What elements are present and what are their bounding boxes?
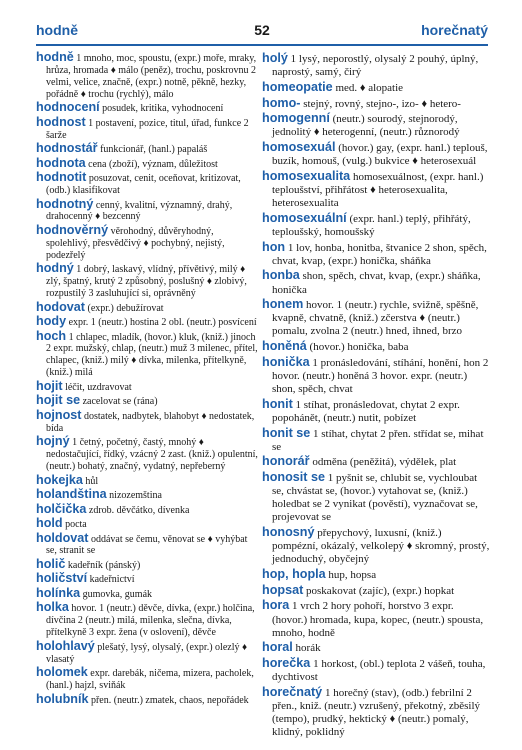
dictionary-entry [36, 556, 258, 572]
entry-definition: 1 dobrý, laskavý, vlídný, přívětivý, milý ♦ zlý, špatný, krutý 2 způsobný, poslušný ♦ zlobivý, rozpustilý 3 zasluhující si, oprávněný [46, 264, 247, 300]
entry-headword: hodnotný [36, 196, 94, 211]
dictionary-entry [36, 530, 258, 558]
entry-definition: zdrob. děvčátko, dívenka [88, 504, 190, 516]
entry-headword: honosný [262, 525, 315, 540]
entry-headword: homo- [262, 95, 301, 110]
entry-headword: hodnocení [36, 100, 100, 115]
entry-definition: přen. (neutr.) zmatek, chaos, nepořádek [90, 694, 249, 706]
dictionary-entry [262, 112, 490, 139]
entry-headword: homosexuál [262, 140, 336, 155]
page-number: 52 [254, 22, 270, 38]
entry-headword: hojit [36, 378, 63, 393]
entry-headword: horečnatý [262, 684, 323, 699]
dictionary-entry [262, 212, 490, 239]
entry-headword: homosexualita [262, 168, 351, 183]
entry-headword: horečka [262, 656, 311, 671]
page-header [36, 22, 488, 42]
entry-headword: holínka [36, 585, 81, 600]
entry-headword: honit [262, 396, 293, 411]
entry-headword: hoch [36, 328, 67, 343]
entry-headword: holandština [36, 487, 107, 501]
dictionary-entry [36, 196, 258, 224]
entry-definition: stejný, rovný, stejno-, izo- ♦ hetero- [303, 97, 461, 110]
dictionary-entry [36, 395, 258, 408]
entry-headword: hokejka [36, 472, 83, 487]
entry-definition: 1 vrch 2 hory pohoří, horstvo 3 expr. (hovor.) hromada, kupa, kopec, (neutr.) spousta, mnoho, hodně [272, 600, 484, 639]
dictionary-entry [36, 155, 258, 171]
entry-headword: holčička [36, 501, 87, 516]
entry-headword: hojnost [36, 407, 82, 422]
dictionary-entry [262, 241, 490, 268]
dictionary-entry [262, 641, 490, 655]
entry-definition: posudek, kritika, vyhodnocení [102, 103, 224, 115]
dictionary-entry [36, 263, 258, 300]
dictionary-entry [262, 52, 490, 79]
dictionary-entry [262, 356, 490, 396]
entry-definition: expr. darebák, ničema, mizera, pacholek, (hanl.) hajzl, sviňák [46, 668, 254, 692]
entry-headword: honička [262, 354, 310, 369]
entry-definition: 1 pronásledování, stíhání, honění, hon 2 hovor. (neutr.) honěná 3 hovor. expr. (neutr.) shon, spěch, chvat [272, 356, 489, 396]
entry-definition: cenný, kvalitní, významný, drahý, drahocenný ♦ bezcenný [46, 199, 233, 223]
entry-headword: holomek [36, 665, 88, 680]
entry-definition: zacelovat se (rána) [82, 396, 158, 408]
entry-headword: hodně [36, 50, 74, 64]
entry-definition: cena (zboží), význam, důležitost [88, 158, 218, 170]
dictionary-entry [36, 518, 258, 531]
entry-definition: posuzovat, cenit, oceňovat, kritizovat, (odb.) klasifikovat [46, 173, 241, 197]
entry-definition: 1 stíhat, chytat 2 přen. střídat se, mihat se [272, 427, 484, 453]
dictionary-entry [36, 222, 258, 262]
dictionary-entry [262, 298, 490, 338]
entry-headword: holý [262, 51, 288, 65]
header-first-word: hodně [36, 22, 78, 38]
dictionary-entry [36, 573, 258, 586]
entry-headword: holka [36, 600, 69, 615]
entry-headword: hody [36, 314, 67, 329]
entry-headword: hodnotit [36, 170, 87, 185]
entry-headword: honem [262, 297, 304, 312]
entry-definition: 1 mnoho, moc, spoustu, (expr.) moře, mraky, hrůza, hromada ♦ málo (peněz), trochu, poskrovnu 2 velmi, velice, značně, (expr.) notně, pěkně, hezky, pořádně ♦ trochu (rychlý), málo [46, 53, 257, 100]
entry-headword: hora [262, 598, 290, 613]
dictionary-entry [262, 455, 490, 469]
entry-headword: hodnověrný [36, 222, 109, 237]
dictionary-entry [262, 141, 490, 168]
entry-definition: 1 lysý, neporostlý, olysalý 2 pouhý, úplný, naprostý, samý, čirý [272, 53, 479, 79]
entry-definition: homosexuálnost, (expr. hanl.) teploušství, přihřátost ♦ heterosexualita, heterosexualita [272, 170, 484, 210]
dictionary-entry [262, 427, 490, 454]
entry-headword: hon [262, 239, 286, 254]
entry-definition: 1 horečný (stav), (odb.) febrilní 2 přen., kniž. (neutr.) vzrušený, překotný, zběsilý (tempo), prudký, hektický ♦ (neutr.) pomalý, klidný, poklidný [272, 686, 481, 739]
dictionary-entry [36, 143, 258, 156]
dictionary-entry [36, 102, 258, 115]
entry-headword: holič [36, 556, 66, 571]
dictionary-entry [36, 328, 258, 380]
dictionary-entry [262, 269, 490, 296]
entry-headword: homogenní [262, 111, 330, 126]
header-last-word: horečnatý [421, 22, 488, 38]
entry-headword: holohlavý [36, 638, 95, 653]
entry-headword: hop, hopla [262, 567, 326, 582]
entry-definition: hůl [85, 475, 99, 487]
dictionary-entry [36, 667, 258, 692]
entry-definition: gumovka, gumák [82, 588, 153, 600]
entry-definition: poskakovat (zajíc), (expr.) hopkat [306, 584, 455, 597]
entry-definition: hovor. 1 (neutr.) děvče, dívka, (expr.) holčina, dívčina 2 (neutr.) milá, milenka, slečna, dívka, přítelkyně 3 expr. žena (v oslovení), děvče [46, 603, 255, 639]
dictionary-entry [36, 638, 258, 666]
dictionary-entry [262, 599, 490, 639]
entry-headword: hodnostář [36, 141, 98, 156]
dictionary-entry [36, 114, 258, 142]
dictionary-entry [262, 584, 490, 598]
entry-definition: 1 lov, honba, honitba, štvanice 2 shon, spěch, chvat, kvap, (expr.) honička, sháňka [272, 241, 487, 267]
entry-headword: horal [262, 640, 293, 655]
header-rule [36, 44, 488, 46]
entry-definition: shon, spěch, chvat, kvap, (expr.) sháňka, honička [272, 270, 481, 296]
entry-headword: holičství [36, 571, 88, 586]
dictionary-entry [36, 489, 258, 502]
entry-headword: holdovat [36, 530, 89, 545]
entry-definition: funkcionář, (hanl.) papaláš [100, 144, 208, 156]
dictionary-entry [36, 436, 258, 473]
entry-definition: (expr. hanl.) teplý, přihřátý, teploušský, homoušský [272, 212, 471, 238]
dictionary-entry [262, 568, 490, 582]
entry-headword: homeopatie [262, 79, 333, 94]
entry-headword: homosexuální [262, 210, 347, 225]
dictionary-entry [262, 657, 490, 684]
dictionary-entry [36, 691, 258, 707]
left-column [36, 52, 258, 708]
entry-definition: (hovor.) gay, (expr. hanl.) teplouš, buzík, homouš, (vulg.) bukvice ♦ heterosexuál [272, 142, 488, 168]
entry-definition: 1 chlapec, mladík, (hovor.) kluk, (kniž.) jinoch 2 expr. mužský, chlap, (neutr.) muž 3 milenec, přítel, chlapec, (kniž.) milý ♦ dívka, milenka, přítelkyně, (kniž.) milá [46, 331, 258, 379]
entry-headword: honěná [262, 339, 307, 354]
entry-headword: holubník [36, 691, 89, 706]
dictionary-entry [262, 686, 490, 739]
dictionary-entry [262, 526, 490, 566]
entry-definition: (hovor.) honička, baba [309, 341, 409, 354]
entry-definition: kadeřnictví [89, 574, 135, 586]
dictionary-entry [36, 472, 258, 488]
entry-definition: horák [295, 642, 321, 655]
entry-definition: odměna (peněžitá), výdělek, plat [312, 456, 457, 469]
entry-headword: hodnost [36, 114, 86, 129]
dictionary-entry [262, 471, 490, 524]
entry-headword: honba [262, 268, 300, 283]
dictionary-entry [36, 407, 258, 435]
dictionary-entry [262, 81, 490, 95]
entry-headword: honosit se [262, 470, 325, 485]
entry-definition: pocta [65, 519, 87, 530]
entry-headword: honorář [262, 454, 310, 469]
dictionary-entry [36, 52, 258, 101]
entry-definition: (neutr.) sourodý, stejnorodý, jednolitý ♦ heterogenní, (neutr.) různorodý [272, 113, 460, 139]
dictionary-entry [36, 172, 258, 197]
dictionary-entry [262, 340, 490, 354]
entry-definition: léčit, uzdravovat [65, 381, 132, 393]
entry-definition: hup, hopsa [328, 569, 377, 582]
dictionary-entry [262, 170, 490, 210]
entry-definition: 1 horkost, (obl.) teplota 2 vášeň, touha, dychtivost [272, 658, 486, 684]
entry-definition: 1 postavení, pozice, titul, úřad, funkce 2 šarže [46, 117, 249, 141]
entry-headword: honit se [262, 425, 311, 440]
entry-definition: nizozemština [109, 490, 162, 501]
dictionary-entry [262, 97, 490, 111]
entry-headword: hodovat [36, 299, 85, 314]
entry-definition: dostatek, nadbytek, blahobyt ♦ nedostatek, bída [46, 410, 255, 434]
dictionary-entry [36, 501, 258, 517]
entry-definition: 1 stíhat, pronásledovat, chytat 2 expr. popohánět, (neutr.) nutit, pobízet [272, 398, 460, 424]
entry-headword: hojit se [36, 393, 81, 408]
entry-headword: hodný [36, 261, 74, 276]
dictionary-entry [36, 378, 258, 394]
dictionary-entry [36, 299, 258, 315]
entry-definition: přepychový, luxusní, (kniž.) pompézní, okázalý, velkolepý ♦ skromný, prostý, jednoduchý, obyčejný [272, 527, 490, 566]
dictionary-entry [36, 585, 258, 601]
right-column [262, 52, 490, 741]
entry-definition: expr. 1 (neutr.) hostina 2 obl. (neutr.) posvícení [68, 317, 257, 329]
entry-definition: kadeřník (pánský) [67, 559, 141, 571]
entry-definition: plešatý, lysý, olysalý, (expr.) olezlý ♦ vlasatý [46, 641, 248, 665]
entry-headword: hodnota [36, 155, 86, 170]
entry-headword: hojný [36, 434, 70, 449]
entry-definition: 1 pyšnit se, chlubit se, vychloubat se, chvástat se, (hovor.) vytahovat se, (kniž.) holedbat se 2 vynikat (pověstí), vyznačovat se, projevovat se [272, 472, 478, 524]
entry-definition: med. ♦ alopatie [335, 81, 404, 94]
entry-definition: oddávat se čemu, věnovat se ♦ vyhýbat se, stranit se [46, 533, 248, 557]
entry-headword: hopsat [262, 582, 304, 597]
entry-definition: hovor. 1 (neutr.) rychle, svižně, spěšně, kvapně, chvatně, (kniž.) zčerstva ♦ (neutr.) pomalu, zvolna 2 (neutr.) hned, ihned, brzo [272, 299, 479, 338]
dictionary-entry [262, 398, 490, 425]
entry-definition: (expr.) debužírovat [87, 302, 164, 314]
dictionary-entry [36, 316, 258, 329]
entry-definition: věrohodný, důvěryhodný, spolehlivý, přesvědčivý ♦ pochybný, nejistý, podezřelý [46, 225, 225, 261]
entry-headword: hold [36, 516, 63, 530]
dictionary-entry [36, 602, 258, 639]
entry-definition: 1 četný, početný, častý, mnohý ♦ nedostačující, řídký, vzácný 2 zast. (kniž.) opulentní, (neutr.) bohatý, značný, vydatný, nepřeberný [46, 437, 258, 472]
